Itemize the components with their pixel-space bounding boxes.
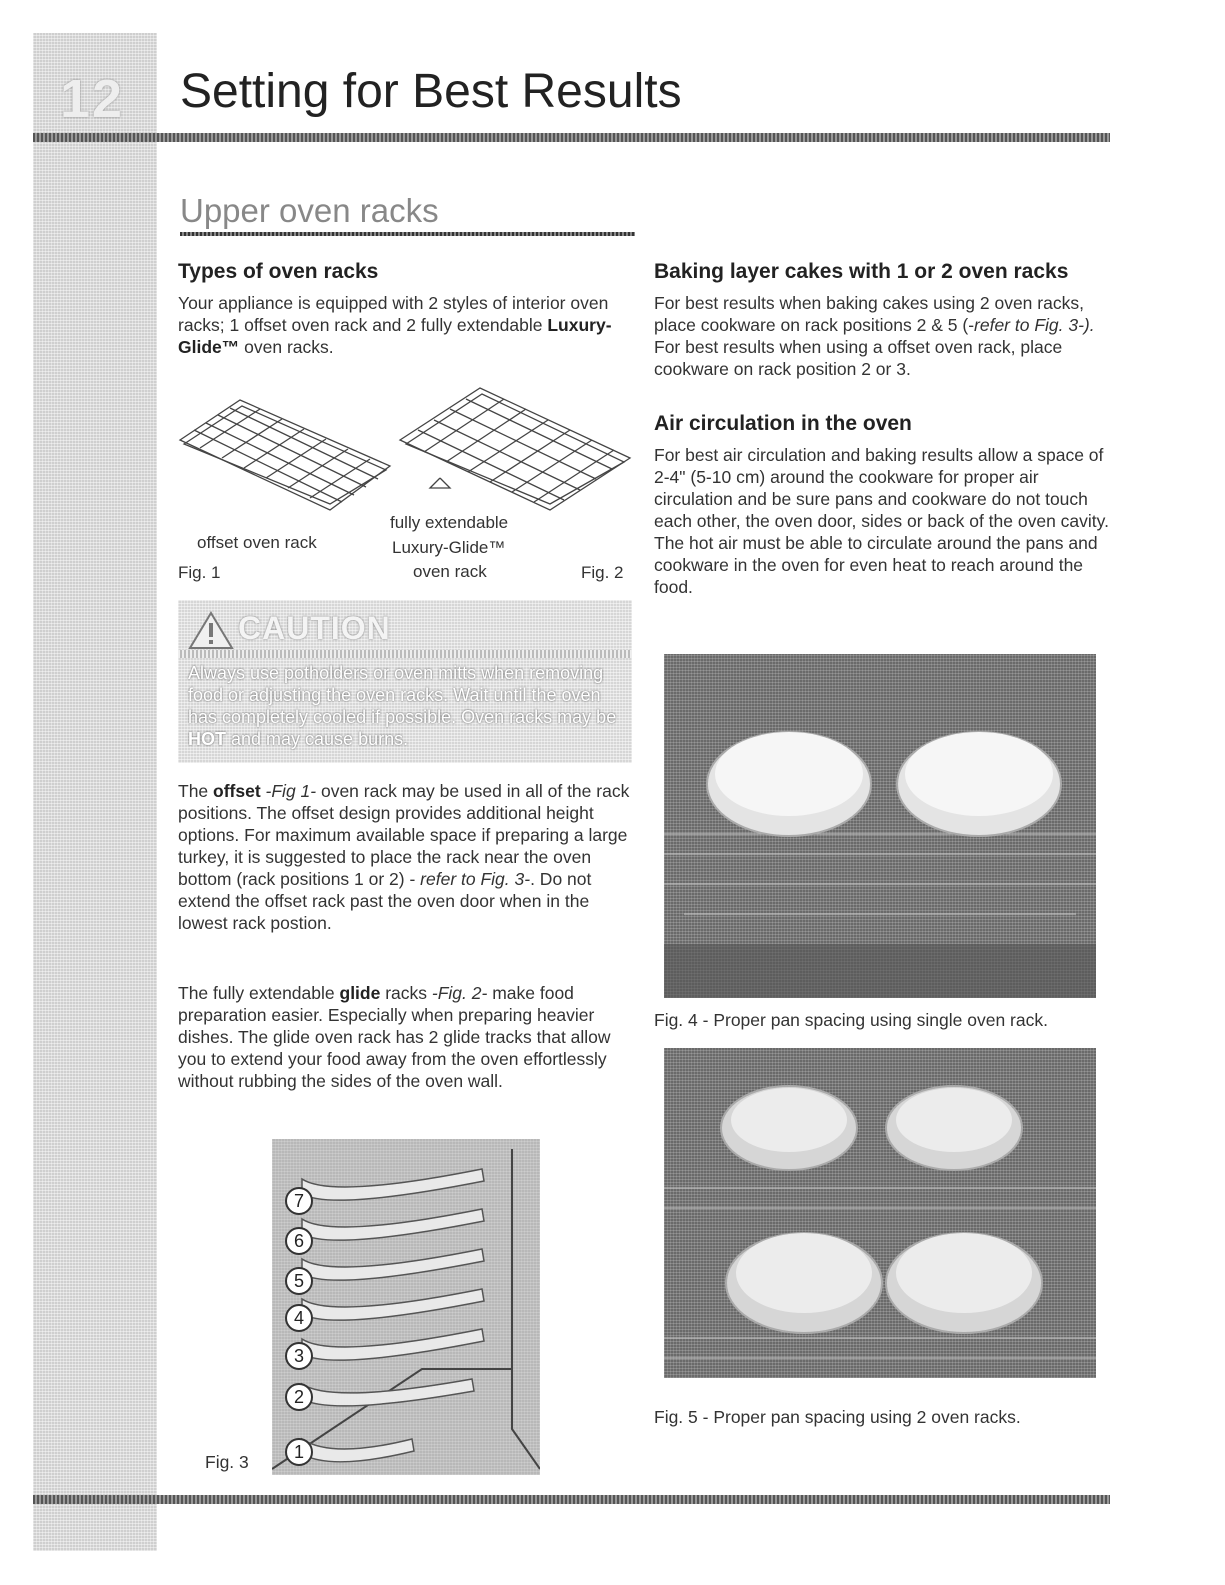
types-of-racks-block <box>178 260 633 358</box>
types-intro: Your appliance is equipped with 2 styles of interior oven racks; 1 offset oven rack and 2 fully extendable Luxury-Glide™ oven racks. <box>178 293 612 357</box>
caution-text: Always use potholders or oven mitts when removing food or adjusting the oven racks. Wait until the oven has completely cooled if possible. Oven racks may be HOT and may cause burns. <box>188 663 617 749</box>
glide-rack-label-line2: Luxury-Glide™ <box>392 538 506 557</box>
fig2-label: Fig. 2 <box>581 563 624 582</box>
glide-rack-text: The fully extendable glide racks -Fig. 2- make food preparation easier. Especially when preparing heavier dishes. The glide oven rack has 2 glide tracks that allow you to extend your food away from the oven effortlessly without rubbing the sides of the oven wall. <box>178 983 611 1091</box>
glide-rack-label-line1: fully extendable <box>390 513 509 532</box>
baking-cakes-text: For best results when baking cakes using 2 oven racks, place cookware on rack positions 2 & 5 (-refer to Fig. 3-). For best results when using a offset oven rack, place cookware on rack position 2 or 3. <box>654 293 1095 379</box>
glide-rack-drawing <box>400 388 630 510</box>
fig1-label: Fig. 1 <box>178 563 221 582</box>
warning-triangle-icon <box>188 610 234 650</box>
types-heading: Types of oven racks <box>178 260 379 283</box>
sidebar-strip <box>33 33 157 1551</box>
baking-cakes-heading: Baking layer cakes with 1 or 2 oven racks <box>654 260 1069 283</box>
glide-rack-paragraph <box>178 982 633 1092</box>
air-circulation-text: For best air circulation and baking results allow a space of 2-4" (5-10 cm) around the cookware for proper air circulation and be sure pans and cookware do not touch each other, the oven door, sides or back of the oven cavity. The hot air must be able to circulate around the pans and cookware in the oven for even heat to reach around the food. <box>654 445 1109 597</box>
footer-rule <box>33 1495 1110 1504</box>
caution-divider <box>178 650 632 658</box>
air-circulation-block <box>654 412 1114 598</box>
baking-cakes-block <box>654 260 1114 380</box>
offset-rack-paragraph <box>178 780 633 934</box>
header-rule <box>33 133 1110 142</box>
fig4-photo <box>664 654 1096 998</box>
fig5-caption: Fig. 5 - Proper pan spacing using 2 oven racks. <box>654 1407 1021 1427</box>
rack-position-2: 2 <box>285 1383 313 1411</box>
offset-rack-text: The offset -Fig 1- oven rack may be used in all of the rack positions. The offset design provides additional height options. For maximum available space if preparing a large turkey, it is suggested to place the rack near the oven bottom (rack positions 1 or 2) - refer to Fig. 3-. Do not extend the offset rack past the oven door when in the lowest rack postion. <box>178 781 630 933</box>
rack-rails <box>302 1169 484 1462</box>
rack-position-7: 7 <box>285 1187 313 1215</box>
page-number: 12 <box>60 69 125 129</box>
rack-position-4: 4 <box>285 1304 313 1332</box>
rack-position-1: 1 <box>285 1438 313 1466</box>
fig4-caption: Fig. 4 - Proper pan spacing using single oven rack. <box>654 1010 1048 1030</box>
offset-rack-drawing <box>180 400 390 510</box>
rack-position-5: 5 <box>285 1267 313 1295</box>
oven-racks-illustration <box>170 378 640 528</box>
rack-position-3: 3 <box>285 1342 313 1370</box>
offset-rack-label: offset oven rack <box>197 533 317 552</box>
fig3-label: Fig. 3 <box>205 1452 249 1472</box>
air-circulation-heading: Air circulation in the oven <box>654 412 912 435</box>
section-rule <box>180 232 635 236</box>
page-title: Setting for Best Results <box>180 65 682 118</box>
fig3-rack-positions-image <box>272 1139 540 1475</box>
fig5-photo <box>664 1048 1096 1378</box>
section-title: Upper oven racks <box>180 192 439 229</box>
glide-rack-label-line3: oven rack <box>413 562 487 581</box>
caution-title: CAUTION <box>238 610 391 646</box>
caution-box <box>178 600 632 763</box>
rack-position-6: 6 <box>285 1227 313 1255</box>
